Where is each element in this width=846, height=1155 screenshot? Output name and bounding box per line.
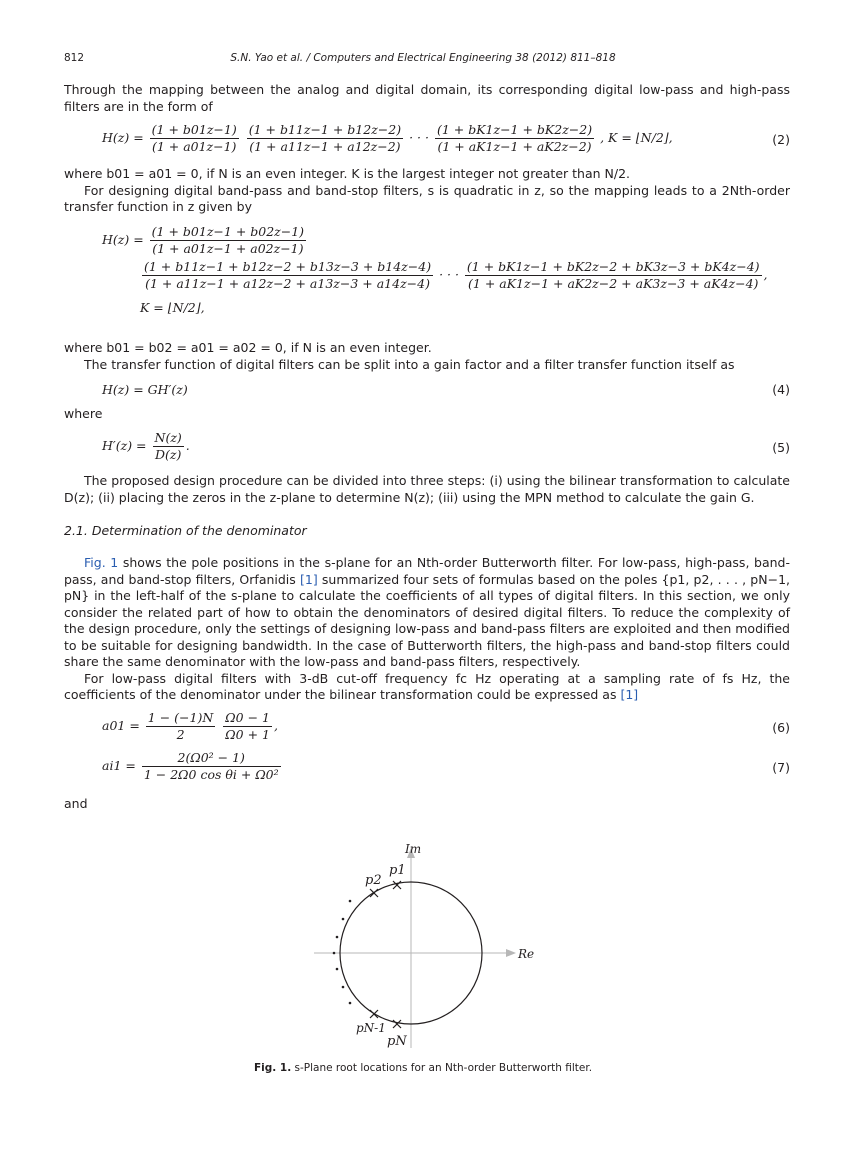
numerator: (1 + b01z−1) (151, 122, 237, 137)
denominator: (1 + a01z−1 + a02z−1) (152, 241, 304, 256)
paragraph-text: Through the mapping between the analog and digital domain, its corresponding digital low-pass and high-pass filters are in the form of (64, 82, 790, 114)
fraction (150, 122, 239, 155)
equation-number: (4) (772, 382, 790, 397)
axis-label-im: Im (405, 842, 422, 856)
pole-pn-marker (393, 1020, 401, 1028)
fraction (142, 259, 433, 292)
paragraph-procedure (64, 473, 790, 506)
caption-label: Fig. 1. (253, 1062, 292, 1074)
axis-label-re: Re (518, 947, 535, 961)
denominator: (1 + aK1z−1 + aK2z−2) (437, 139, 592, 154)
denominator: (1 + a11z−1 + a12z−2 + a13z−3 + a14z−4) (145, 276, 430, 291)
numerator: (1 + b01z−1 + b02z−1) (151, 224, 305, 239)
paragraph-after-eq2 (64, 166, 790, 216)
pole-label-pn: pN (387, 1034, 407, 1049)
fraction (465, 259, 762, 292)
numerator: 2(Ω0² − 1) (142, 750, 281, 767)
eq-lhs: H(z) = (102, 130, 144, 145)
denominator: (1 + aK1z−1 + aK2z−2 + aK3z−3 + aK4z−4) (468, 276, 759, 291)
equation-5-body: H′(z) = $\frac{N(z)}{D(z)}$ . (102, 430, 190, 462)
denominator: (1 + a11z−1 + a12z−2) (249, 139, 401, 154)
eq-lhs: ai1 = (102, 758, 136, 773)
equation-number: (2) (772, 132, 790, 147)
pole-p2-marker (370, 889, 378, 897)
eq-k: K = ⌊N/2⌋, (140, 300, 205, 315)
equation-number: (5) (772, 440, 790, 455)
running-head: S.N. Yao et al. / Computers and Electrical Engineering 38 (2012) 811–818 (230, 52, 616, 64)
equation-number: (7) (772, 760, 790, 775)
paragraph-text: The proposed design procedure can be divided into three steps: (i) using the bilinear transformation to calculate D(z); (ii) placing the zeros in the z-plane to determine N(z); (iii) using the MPN method to calculate the gain G. (64, 473, 790, 505)
equation-4 (64, 382, 790, 400)
paragraph-where (64, 406, 790, 423)
paragraph-intro (64, 82, 790, 115)
paragraph-text: where (64, 406, 103, 421)
equation-6-body: a01 = $\frac{1 - (-1)N}{2}$ $\frac{\Omega 0 - 1}{\Omega 0 + 1}$ , (102, 710, 278, 742)
equation-2-body (102, 122, 673, 155)
intermediate-poles-dots (333, 900, 352, 1005)
equation-3-body: H(z) = $\frac{(1 + b01z-1 + b02z-1)}{(1 + a01z-1 + a02z-1)}$ $\frac{(1 + b11z-1 + b12z-2 + b13z-3 + b14z-4)}{(1 + a11z-1 + a12z-2 + a13z-3 + a14z-4)}$ · · · $\frac{(1 + bK1z-1 + bK2z-2 + bK3z-3 + bK4z-4)}{(1 + aK1z-1 + aK2z-2 + aK3z-3 + aK4z-4)}$ , K = ⌊N/2⌋, (102, 224, 768, 315)
fraction (146, 710, 216, 743)
section-title: 2.1. Determination of the denominator (64, 523, 307, 538)
pole-pn1-marker (370, 1010, 378, 1018)
paragraph-text: For designing digital band-pass and band-stop filters, s is quadratic in z, so the mapping leads to a 2Nth-order transfer function in z given by (64, 182, 790, 214)
numerator: N(z) (154, 430, 182, 445)
eq-k: , K = ⌊N/2⌋, (600, 130, 673, 145)
fraction (223, 710, 272, 743)
eq-lhs: H′(z) = (102, 438, 147, 453)
fraction (247, 122, 403, 155)
pole-label-pn1: pN-1 (356, 1021, 386, 1035)
text-run: summarized four sets of formulas based on the poles {p1, p2, . . . , pN−1, pN} in the left-half of the s-plane to calculate the coefficients of all types of digital filters. In this section, we only consider the related part of how to obtain the denominators of desired digital filters. To reduce the complexity of the design procedure, only the settings of designing low-pass and band-pass filters are exploited and then modified to be suitable for designing bandwidth. In the case of Butterworth filters, the high-pass and band-stop filters could share the same denominator with the low-pass and band-pass filters, respectively. (64, 571, 790, 669)
eq-lhs: H(z) = (102, 232, 144, 247)
numerator: Ω0 − 1 (225, 710, 270, 725)
equation-7 (64, 750, 790, 786)
caption-text: s-Plane root locations for an Nth-order Butterworth filter. (294, 1062, 593, 1074)
denominator: Ω0 + 1 (225, 727, 270, 742)
equation-3 (64, 224, 790, 334)
pole-label-p2: p2 (365, 873, 382, 888)
equation-7-body (102, 750, 283, 783)
numerator: (1 + bK1z−1 + bK2z−2) (436, 122, 593, 137)
paragraph-text: where b01 = a01 = 0, if N is an even integer. K is the largest integer not greater than N/2. (64, 166, 630, 181)
equation-6 (64, 710, 790, 746)
denominator: 2 (176, 727, 185, 742)
numerator: (1 + b11z−1 + b12z−2 + b13z−3 + b14z−4) (144, 259, 432, 274)
figure-s-plane (300, 836, 550, 1050)
paragraph-after-eq3 (64, 340, 790, 373)
fraction (435, 122, 594, 155)
equation-5 (64, 430, 790, 466)
eq-dots: · · · (439, 267, 459, 282)
fraction (142, 750, 281, 783)
eq-dots: · · · (409, 130, 429, 145)
denominator: 1 − 2Ω0 cos θi + Ω0² (143, 767, 279, 782)
real-axis-arrow (506, 949, 516, 957)
text-run: shows the pole positions in the s-plane for an Nth-order Butterworth filter. For low-pass, high-pass, band-pass, and band-stop filters, Orfanidis (64, 555, 790, 587)
paragraph-text: where b01 = b02 = a01 = a02 = 0, if N is an even integer. (64, 340, 432, 355)
figure-caption (0, 1062, 846, 1074)
pole-label-p1: p1 (389, 863, 406, 878)
paragraph-text: and (64, 796, 88, 811)
paragraph-text (64, 555, 790, 671)
equation-4-body: H(z) = GH′(z) (102, 382, 188, 397)
reference-link[interactable]: [1] (300, 571, 318, 587)
fraction (150, 224, 306, 257)
numerator: 1 − (−1)N (147, 710, 214, 725)
denominator: (1 + a01z−1) (151, 139, 237, 154)
fraction (153, 430, 184, 463)
paragraph-text: The transfer function of digital filters can be split into a gain factor and a filter transfer function itself as (84, 356, 735, 372)
denominator: D(z) (154, 447, 182, 462)
numerator: (1 + bK1z−1 + bK2z−2 + bK3z−3 + bK4z−4) (466, 259, 760, 274)
equation-number: (6) (772, 720, 790, 735)
eq-lhs: a01 = (102, 718, 140, 733)
paragraph-and (64, 796, 790, 813)
page-number: 812 (64, 52, 85, 64)
paragraph-denominator (64, 555, 790, 704)
equation-2 (64, 122, 790, 158)
numerator: (1 + b11z−1 + b12z−2) (248, 122, 402, 137)
reference-link[interactable]: [1] (620, 687, 639, 702)
figure-link[interactable]: Fig. 1 (84, 555, 119, 570)
text-run: For low-pass digital filters with 3-dB cut-off frequency fc Hz operating at a sampling rate of fs Hz, the coefficients of the denominator under the bilinear transformation could be expressed as (64, 670, 790, 702)
pole-p1-marker (393, 881, 401, 889)
paragraph-text (64, 671, 790, 704)
